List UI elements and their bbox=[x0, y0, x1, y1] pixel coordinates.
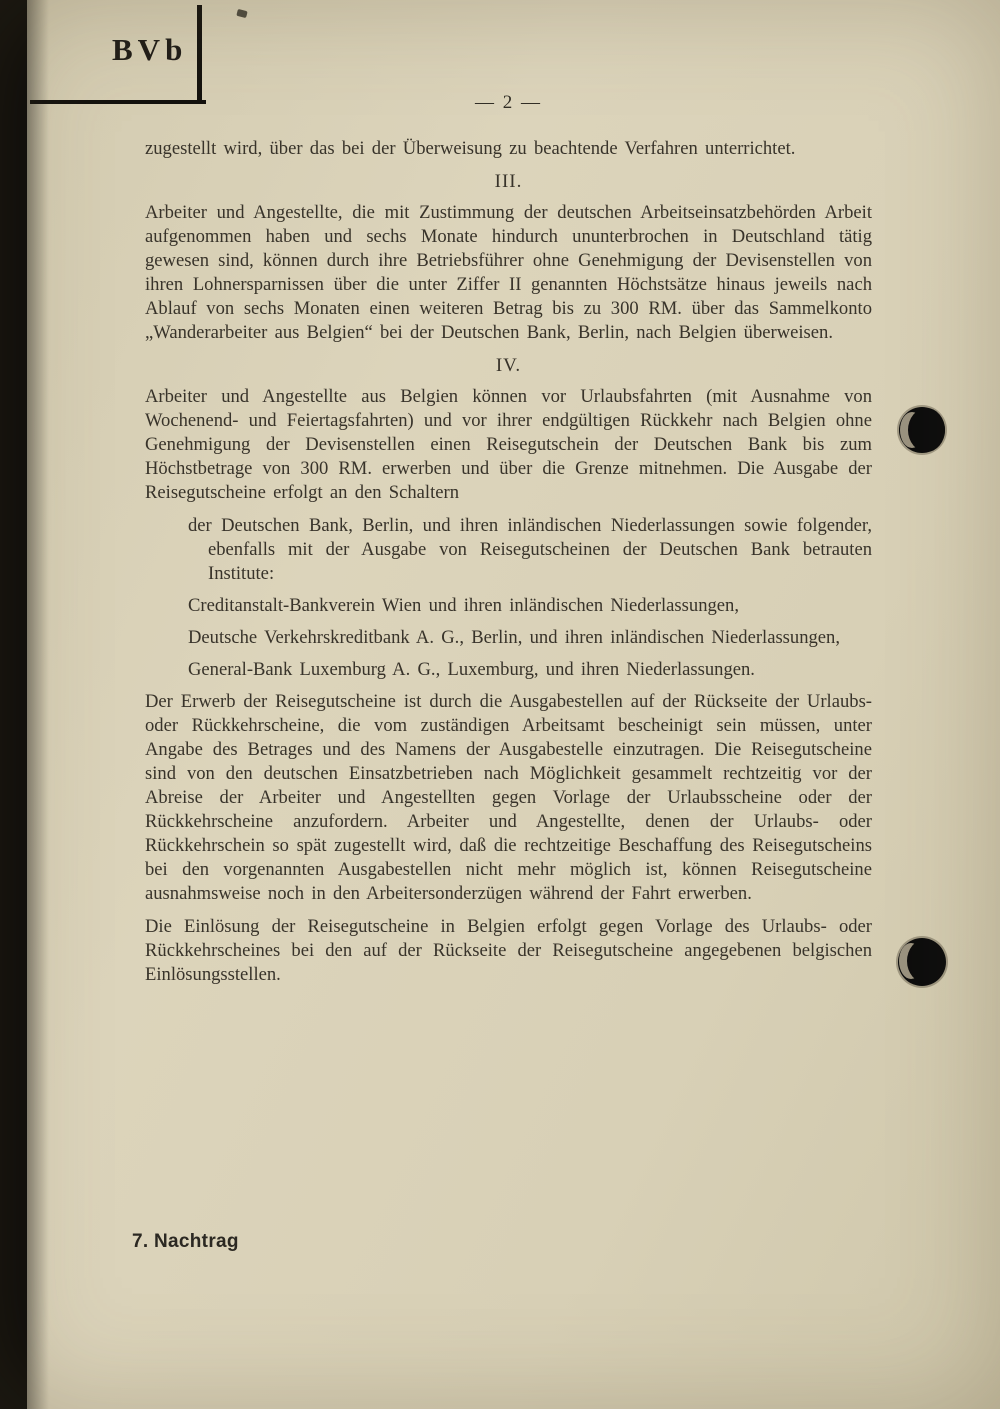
footer-note: 7. Nachtrag bbox=[132, 1231, 239, 1252]
page-number: — 2 — bbox=[475, 92, 542, 113]
paragraph-continuation: zugestellt wird, über das bei der Überweisung zu beachtende Verfahren unterrichtet. bbox=[145, 138, 796, 159]
section-heading-iii: III. bbox=[494, 171, 523, 192]
paragraph-redemption: Die Einlösung der Reisegutscheine in Belgien erfolgt gegen Vorlage des Urlaubs- oder Rückkehrscheines bei den auf der Rückseite der Reisegutscheine angegebenen belgischen Einlösungsstellen. bbox=[145, 916, 872, 985]
document-body bbox=[145, 137, 872, 996]
institute-list-item: General-Bank Luxemburg A. G., Luxemburg, und ihren Niederlassungen. bbox=[188, 659, 755, 680]
ink-smudge bbox=[236, 9, 247, 18]
section-heading-iv: IV. bbox=[495, 355, 522, 376]
scan-edge-shadow bbox=[27, 0, 49, 1409]
paragraph-section-iv: Arbeiter und Angestellte aus Belgien können vor Urlaubsfahrten (mit Ausnahme von Wochenend- und Feiertagsfahrten) und vor ihrer endgültigen Rückkehr nach Belgien ohne Genehmigung der Devisenstellen einen Reisegutschein der Deutschen Bank bis zum Höchstbetrage von 300 RM. erwerben und über die Grenze mitnehmen. Die Ausgabe der Reisegutscheine erfolgt an den Schaltern bbox=[145, 386, 872, 503]
punch-hole-bottom bbox=[898, 938, 946, 986]
paragraph-travel-vouchers: Der Erwerb der Reisegutscheine ist durch die Ausgabestellen auf der Rückseite der Urlaubs- oder Rückkehrscheine, die vom zuständigen Arbeitsamt bescheinigt sein müssen, unter Angabe des Betrages und des Namens der Ausgabestelle einzutragen. Die Reisegutscheine sind von den deutschen Einsatzbetrieben nach Möglichkeit gesammelt rechtzeitig vor der Abreise der Arbeiter und Angestellten gegen Vorlage der Urlaubsscheine oder der Rückkehrscheine anzufordern. Arbeiter und Angestellte, denen der Urlaubs- oder Rückkehrschein so spät zugestellt wird, daß die rechtzeitige Beschaffung des Reisegutscheins bei den vorgenannten Ausgabestellen nicht mehr möglich ist, können Reisegutscheine ausnahmsweise noch in den Arbeitersonderzügen während der Fahrt erwerben. bbox=[145, 691, 872, 904]
institute-list-item: Deutsche Verkehrskreditbank A. G., Berlin, und ihren inländischen Niederlassungen, bbox=[188, 627, 841, 648]
institute-list-item: Creditanstalt-Bankverein Wien und ihren inländischen Niederlassungen, bbox=[188, 595, 739, 616]
scan-edge-left bbox=[0, 0, 27, 1409]
stamp-bvb: BVb bbox=[112, 32, 188, 67]
stamp-box-rule-vertical bbox=[197, 5, 202, 103]
punch-hole-top bbox=[899, 407, 945, 453]
institute-list-intro: der Deutschen Bank, Berlin, und ihren inländischen Niederlassungen sowie folgender, ebenfalls mit der Ausgabe von Reisegutscheinen der Deutschen Bank betrauten Institute: bbox=[188, 515, 872, 584]
paragraph-section-iii: Arbeiter und Angestellte, die mit Zustimmung der deutschen Arbeitseinsatzbehörden Arbeit aufgenommen haben und sechs Monate hindurch ununterbrochen in Deutschland tätig gewesen sind, können durch ihre Betriebsführer ohne Genehmigung der Devisenstellen von ihren Lohnersparnissen über die unter Ziffer II genannten Höchstsätze hinaus jeweils nach Ablauf von sechs Monaten einen weiteren Betrag bis zu 300 RM. über das Sammelkonto „Wanderarbeiter aus Belgien“ bei der Deutschen Bank, Berlin, nach Belgien überweisen. bbox=[145, 202, 872, 343]
